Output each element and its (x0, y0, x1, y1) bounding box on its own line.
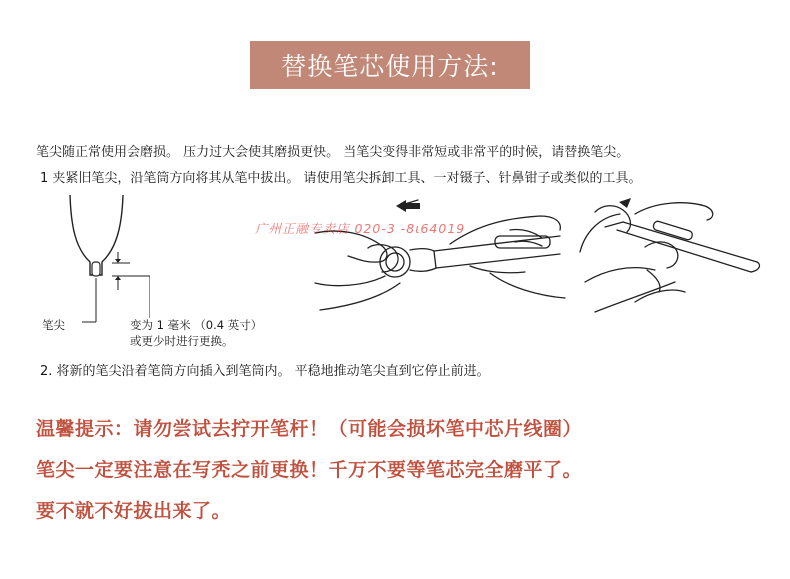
insert-arrow-icon (619, 198, 631, 208)
hands-tweezers-illustration (310, 188, 570, 328)
page-title-banner (250, 41, 530, 89)
tip-label: 笔尖 (42, 318, 65, 332)
store-watermark: 广州正融专卖店 020-3 -8ι64019 (255, 221, 466, 236)
replace-size-label (130, 317, 262, 349)
pen-tip-diagram (40, 190, 150, 330)
warning-line-3: 要不就不好拔出来了。 (36, 500, 232, 522)
warning-line-1: 温馨提示：请勿尝试去拧开笔杆！（可能会损坏笔中芯片线圈） (36, 418, 583, 440)
page-title: 替换笔芯使用方法: (281, 52, 499, 81)
pull-arrow-icon (396, 200, 406, 212)
hand-pen-illustration (575, 192, 765, 332)
step-1-text: 1 夹紧旧笔尖，沿笔筒方向将其从笔中拔出。 请使用笔尖拆卸工具、一对镊子、针鼻钳子或类似的工具。 (40, 171, 642, 186)
replace-size-line-2: 或更少时进行更换。 (130, 334, 234, 348)
replace-size-line-1: 变为 1 毫米 （0.4 英寸） (130, 318, 263, 332)
intro-text: 笔尖随正常使用会磨损。 压力过大会使其磨损更快。 当笔尖变得非常短或非常平的时候，请替换笔尖。 (36, 145, 630, 160)
step-2-text: 2. 将新的笔尖沿着笔筒方向插入到笔筒内。 平稳地推动笔尖直到它停止前进。 (40, 364, 490, 379)
warning-line-2: 笔尖一定要注意在写秃之前更换！千万不要等笔芯完全磨平了。 (36, 459, 583, 481)
